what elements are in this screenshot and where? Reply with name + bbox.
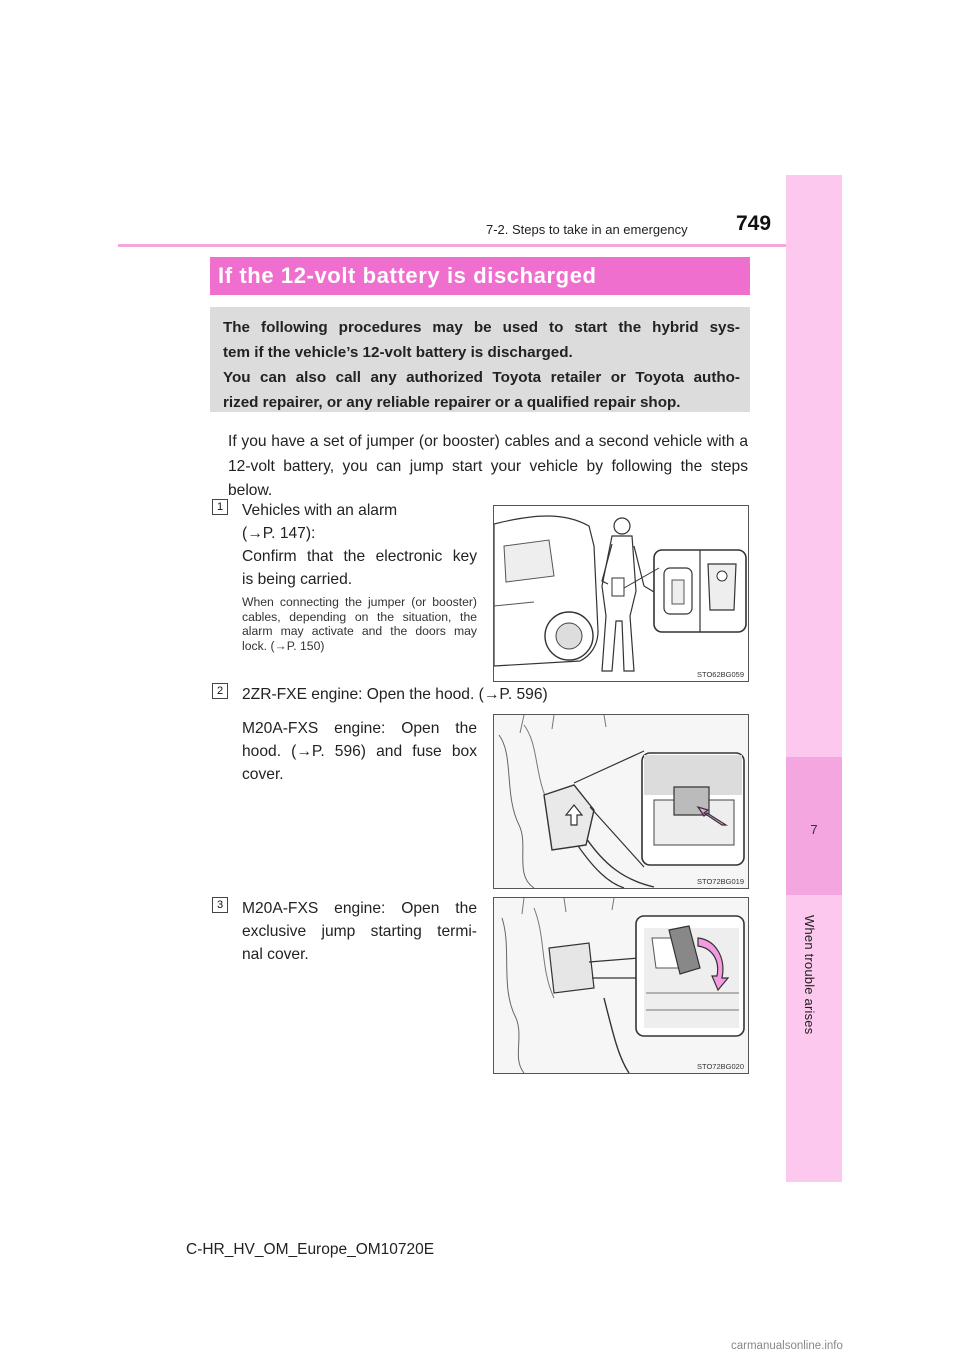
body-paragraph: If you have a set of jumper (or booster) cables and a second vehicle with a 12-volt battery, you can jump start your vehicle by following the steps below. (228, 433, 748, 499)
document-id: C-HR_HV_OM_Europe_OM10720E (186, 1241, 435, 1258)
step-3-line: M20A-FXS engine: Open the (242, 900, 477, 917)
intro-line: You can also call any authorized Toyota retailer or Toyota autho- (223, 369, 740, 386)
page-title: If the 12-volt battery is discharged (210, 257, 750, 295)
step-3-line: nal cover. (242, 946, 309, 963)
step-1-text (242, 499, 477, 591)
step-1-line: Confirm that the electronic key (242, 548, 477, 565)
chapter-title: When trouble arises (802, 915, 817, 1035)
step-2-badge: 2 (212, 683, 228, 699)
step-2-text (242, 717, 477, 786)
engine-bay-terminal-illustration (494, 898, 748, 1073)
car-and-person-illustration (494, 506, 748, 681)
page-number: 749 (736, 212, 772, 235)
step-1-line: (→P. 147): (242, 525, 316, 542)
figure-fuse-box-cover (493, 714, 749, 889)
step-2-line: M20A-FXS engine: Open the (242, 720, 477, 737)
step-2-line: hood. (→P. 596) and fuse box (242, 743, 477, 760)
step-3-text (242, 897, 477, 966)
step-2-line-a: 2ZR-FXE engine: Open the hood. (→P. 596) (242, 686, 548, 703)
step-1-line: is being carried. (242, 571, 353, 588)
figure-code: STO72BG020 (697, 1062, 744, 1071)
intro-line: The following procedures may be used to start the hybrid sys- (223, 319, 740, 336)
intro-line: tem if the vehicle’s 12-volt battery is discharged. (223, 344, 573, 361)
header-divider (118, 244, 786, 247)
chapter-side-tab (786, 175, 842, 1182)
figure-code: STO72BG019 (697, 877, 744, 886)
step-1-badge: 1 (212, 499, 228, 515)
step-2-line: cover. (242, 766, 284, 783)
chapter-number: 7 (810, 822, 818, 837)
figure-electronic-key (493, 505, 749, 682)
step-1-line: Vehicles with an alarm (242, 502, 398, 519)
watermark: carmanualsonline.info (731, 1340, 843, 1352)
figure-code: STO62BG059 (697, 670, 744, 679)
section-heading: 7-2. Steps to take in an emergency (486, 222, 688, 237)
step-3-line: exclusive jump starting termi- (242, 923, 477, 940)
step-1-note: When connecting the jumper (or booster) cables, depending on the situation, the alarm may activate and the doors may lock. (→P. 150) (242, 595, 477, 653)
step-3-badge: 3 (212, 897, 228, 913)
engine-bay-fuse-box-illustration (494, 715, 748, 888)
intro-box (210, 307, 750, 412)
figure-jump-terminal-cover (493, 897, 749, 1074)
intro-line: rized repairer, or any reliable repairer or a qualified repair shop. (223, 394, 681, 411)
